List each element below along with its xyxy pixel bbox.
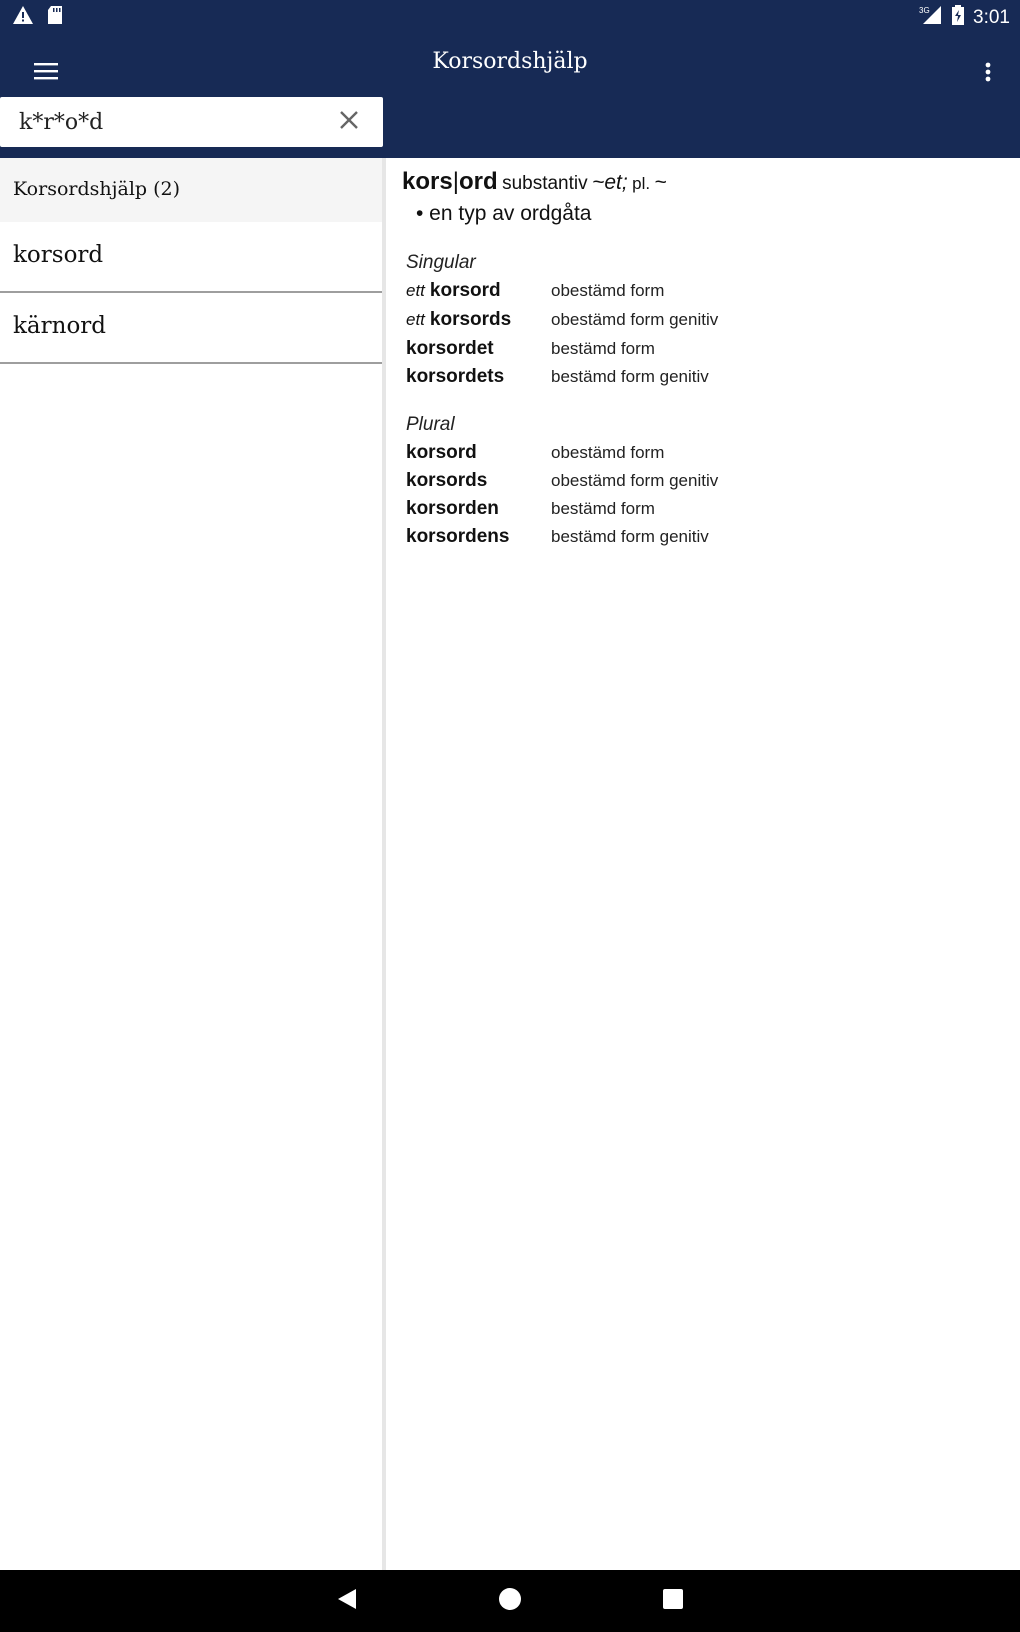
form-row	[406, 338, 1006, 364]
battery-icon	[951, 4, 965, 31]
app-title: Korsordshjälp	[432, 49, 588, 74]
inflection: ~et;	[592, 171, 628, 194]
form-word: korsordet	[406, 338, 494, 359]
results-header-label: Korsordshjälp (2)	[13, 178, 181, 200]
home-icon	[498, 1587, 522, 1616]
form-description: bestämd form	[551, 339, 655, 358]
form-row	[406, 442, 1006, 468]
form-row	[406, 526, 1006, 552]
singular-title: Singular	[406, 252, 476, 273]
form-description: obestämd form	[551, 281, 665, 300]
form-row	[406, 498, 1006, 524]
navigation-bar	[0, 1570, 1020, 1632]
form-word: korsordets	[406, 366, 505, 387]
close-icon	[339, 110, 359, 135]
results-header	[0, 158, 382, 222]
headword-part1: kors	[402, 168, 453, 195]
form-description: bestämd form genitiv	[551, 367, 709, 386]
recents-icon	[662, 1588, 684, 1615]
form-word: korsords	[429, 309, 512, 330]
list-item[interactable]	[0, 222, 382, 293]
article: ett	[406, 310, 425, 329]
form-word: korsord	[406, 442, 477, 463]
form-row	[406, 280, 1006, 306]
signal-icon	[919, 4, 943, 31]
list-item-label: korsord	[13, 242, 104, 268]
form-description: bestämd form	[551, 499, 655, 518]
form-word: korsorden	[406, 498, 499, 519]
status-bar	[0, 0, 1020, 32]
plural-abbr: pl.	[632, 174, 651, 193]
form-description: obestämd form	[551, 443, 665, 462]
part-of-speech: substantiv	[502, 173, 588, 194]
hamburger-menu-icon	[34, 62, 58, 85]
definition: • en typ av ordgåta	[416, 202, 592, 225]
menu-button[interactable]	[30, 57, 62, 89]
headword-separator: |	[452, 168, 459, 195]
overflow-menu-button[interactable]	[972, 56, 1004, 92]
form-word: korsord	[429, 280, 501, 301]
search-input[interactable]	[19, 104, 319, 140]
back-button[interactable]	[330, 1584, 364, 1618]
entry-pane	[386, 158, 1020, 1570]
form-description: obestämd form genitiv	[551, 310, 719, 329]
plural-title: Plural	[406, 414, 455, 435]
headword-part2: ord	[458, 168, 498, 195]
form-word: korsords	[406, 470, 488, 491]
list-item-label: kärnord	[13, 313, 107, 339]
search-box	[0, 97, 383, 147]
svg-text:3G: 3G	[919, 6, 930, 15]
home-button[interactable]	[493, 1584, 527, 1618]
app-bar	[0, 32, 1020, 158]
form-word: korsordens	[406, 526, 510, 547]
article: ett	[406, 281, 425, 300]
form-description: bestämd form genitiv	[551, 527, 709, 546]
status-time: 3:01	[973, 6, 1010, 28]
back-icon	[336, 1587, 358, 1616]
recents-button[interactable]	[656, 1584, 690, 1618]
results-pane	[0, 158, 382, 1570]
plural-mark: ~	[654, 171, 667, 194]
form-row	[406, 366, 1006, 392]
form-row	[406, 470, 1006, 496]
headword-line	[402, 168, 667, 196]
list-item[interactable]	[0, 293, 382, 364]
more-vert-icon	[985, 61, 991, 88]
form-description: obestämd form genitiv	[551, 471, 719, 490]
clear-search-button[interactable]	[335, 108, 363, 136]
warning-icon	[12, 5, 34, 30]
sd-card-icon	[46, 5, 64, 30]
form-row	[406, 309, 1006, 335]
